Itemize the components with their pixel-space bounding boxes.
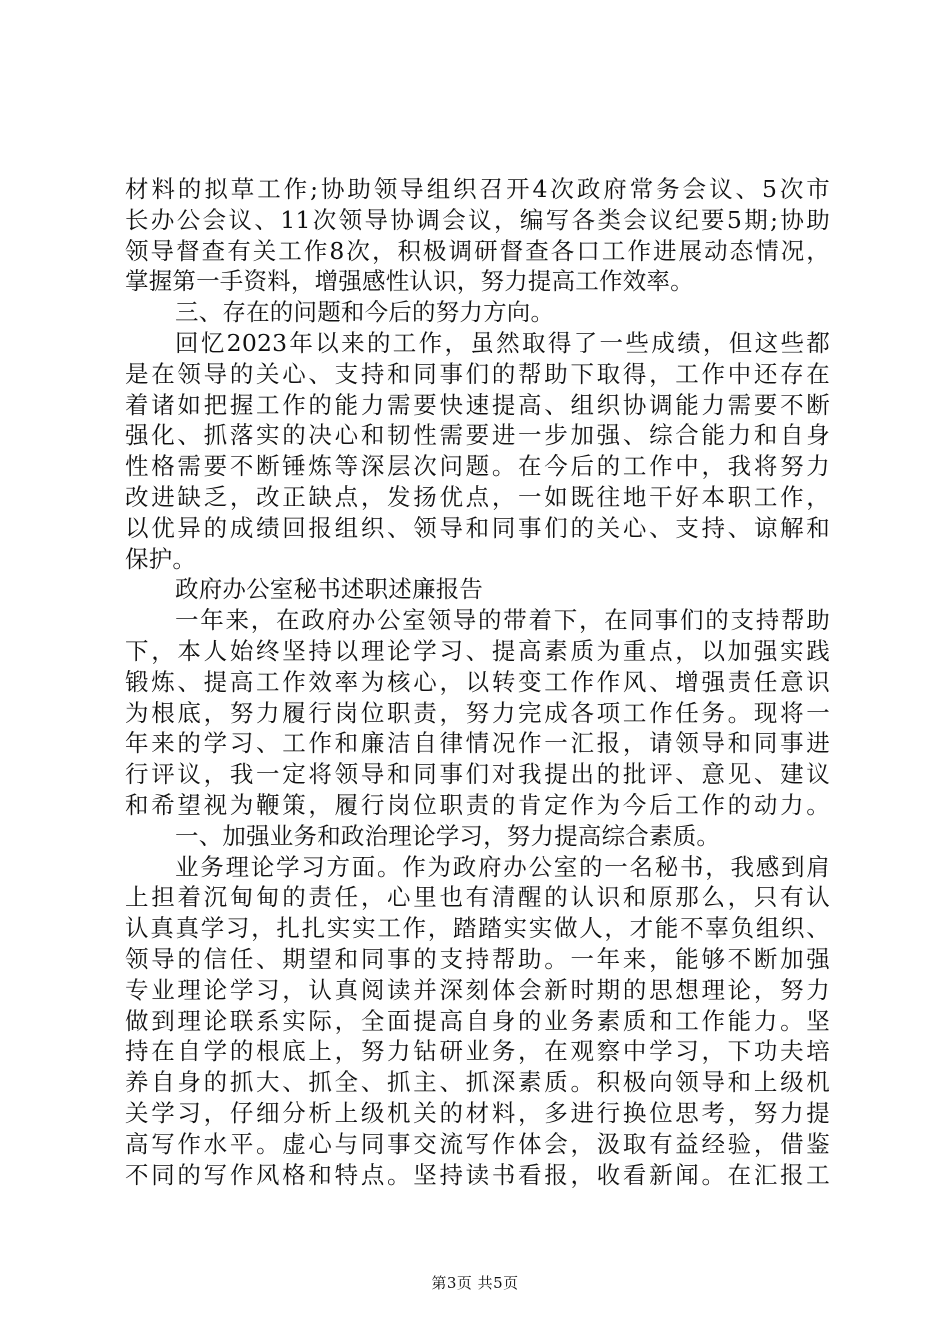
section-heading: 三、存在的问题和今后的努力方向。 [175,298,555,327]
section-heading: 一、加强业务和政治理论学习，努力提高综合素质。 [175,821,721,850]
text-line: 性格需要不断锤炼等深层次问题。在今后的工作中，我将努力 [125,452,830,481]
text-line: 和希望视为鞭策，履行岗位职责的肯定作为今后工作的动力。 [125,790,830,819]
document-body [125,174,830,1190]
text-line: 材料的拟草工作;协助领导组织召开4次政府常务会议、5次市 [125,175,830,203]
text-line: 上担着沉甸甸的责任，心里也有清醒的认识和原那么，只有认 [125,883,830,912]
text-line: 长办公会议、11次领导协调会议，编写各类会议纪要5期;协助 [125,205,830,234]
text-line: 专业理论学习，认真阅读并深刻体会新时期的思想理论，努力 [125,975,830,1004]
report-title: 政府办公室秘书述职述廉报告 [175,575,484,604]
text-line: 改进缺乏，改正缺点，发扬优点，一如既往地干好本职工作， [125,482,830,511]
text-line: 领导的信任、期望和同事的支持帮助。一年来，能够不断加强 [125,944,830,973]
text-line: 掌握第一手资料，增强感性认识，努力提高工作效率。 [125,267,694,296]
text-line: 业务理论学习方面。作为政府办公室的一名秘书，我感到肩 [175,852,830,881]
text-line: 以优异的成绩回报组织、领导和同事们的关心、支持、谅解和 [125,513,830,542]
text-line: 行评议，我一定将领导和同事们对我提出的批评、意见、建议 [125,760,830,789]
text-line: 为根底，努力履行岗位职责，努力完成各项工作任务。现将一 [125,698,830,727]
text-line: 不同的写作风格和特点。坚持读书看报，收看新闻。在汇报工 [125,1160,830,1189]
text-line: 下，本人始终坚持以理论学习、提高素质为重点，以加强实践 [125,636,830,665]
text-line: 回忆2023年以来的工作，虽然取得了一些成绩，但这些都 [175,328,830,357]
text-line: 是在领导的关心、支持和同事们的帮助下取得，工作中还存在 [125,359,830,388]
text-line: 保护。 [125,544,197,573]
text-line: 强化、抓落实的决心和韧性需要进一步加强、综合能力和自身 [125,421,830,450]
text-line: 持在自学的根底上，努力钻研业务，在观察中学习，下功夫培 [125,1037,830,1066]
text-line: 领导督查有关工作8次，积极调研督查各口工作进展动态情况， [125,236,830,265]
text-line: 关学习，仔细分析上级机关的材料，多进行换位思考，努力提 [125,1098,830,1127]
text-line: 着诸如把握工作的能力需要快速提高、组织协调能力需要不断 [125,390,830,419]
text-line: 高写作水平。虚心与同事交流写作体会，汲取有益经验，借鉴 [125,1129,830,1158]
text-line: 锻炼、提高工作效率为核心，以转变工作作风、增强责任意识 [125,667,830,696]
text-line: 做到理论联系实际，全面提高自身的业务素质和工作能力。坚 [125,1006,830,1035]
text-line: 一年来，在政府办公室领导的带着下，在同事们的支持帮助 [175,606,830,635]
text-line: 认真真学习，扎扎实实工作，踏踏实实做人，才能不辜负组织、 [125,914,830,943]
text-line: 年来的学习、工作和廉洁自律情况作一汇报，请领导和同事进 [125,729,830,758]
text-line: 养自身的抓大、抓全、抓主、抓深素质。积极向领导和上级机 [125,1068,830,1097]
page-number: 第3页 共5页 [431,1274,519,1292]
